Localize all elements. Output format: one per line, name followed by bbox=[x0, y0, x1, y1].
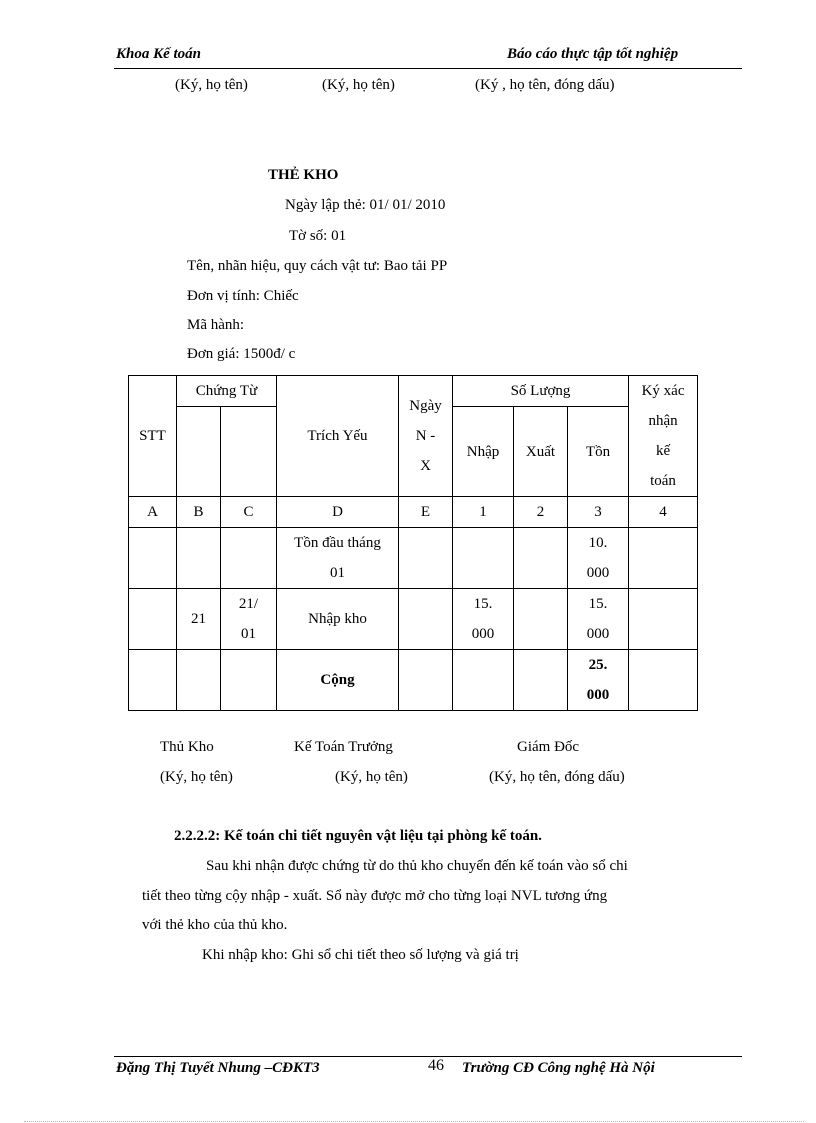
col-nhap: Nhập bbox=[453, 407, 514, 497]
page-number: 46 bbox=[428, 1057, 444, 1074]
top-signature-3: (Ký , họ tên, đóng dấu) bbox=[475, 77, 615, 93]
table-row: 21 21/ 01 Nhập kho 15. 000 15. 000 bbox=[129, 589, 698, 650]
sig-note-3: (Ký, họ tên, đóng dấu) bbox=[489, 769, 625, 785]
top-signature-1: (Ký, họ tên) bbox=[175, 77, 248, 93]
col-so-luong: Số Lượng bbox=[453, 376, 629, 407]
col-chung-tu: Chứng Từ bbox=[177, 376, 277, 407]
col-b-empty bbox=[177, 407, 221, 497]
col-stt: STT bbox=[129, 376, 177, 497]
para-line-2: tiết theo từng cộy nhập - xuất. Sổ này được mở cho từng loại NVL tương ứng bbox=[142, 888, 608, 904]
para-line-3: với thẻ kho của thủ kho. bbox=[142, 917, 288, 933]
stock-card-table bbox=[128, 375, 698, 711]
card-unit: Đơn vị tính: Chiếc bbox=[187, 288, 299, 304]
footer-author: Đặng Thị Tuyết Nhung –CĐKT3 bbox=[116, 1060, 320, 1076]
sig-note-1: (Ký, họ tên) bbox=[160, 769, 233, 785]
para-2: Khi nhập kho: Ghi sổ chi tiết theo số lượng và giá trị bbox=[202, 947, 519, 963]
col-ky-xac-nhan: Ký xác nhận kế toán bbox=[629, 376, 698, 497]
card-date: Ngày lập thẻ: 01/ 01/ 2010 bbox=[285, 197, 446, 213]
sig-title-giam-doc: Giám Đốc bbox=[517, 739, 580, 755]
total-label: Cộng bbox=[277, 650, 399, 711]
card-material: Tên, nhãn hiệu, quy cách vật tư: Bao tải PP bbox=[187, 258, 448, 274]
sig-title-thu-kho: Thủ Kho bbox=[160, 739, 214, 755]
col-ngay: Ngày N - X bbox=[399, 376, 453, 497]
card-sheet-no: Tờ số: 01 bbox=[289, 228, 347, 244]
code-row: A B C D E 1 2 3 4 bbox=[129, 497, 698, 528]
table-row: Tồn đầu tháng 01 10. 000 bbox=[129, 528, 698, 589]
para-line-1: Sau khi nhận được chứng từ do thủ kho chuyển đến kế toán vào sổ chi bbox=[206, 858, 628, 874]
card-code: Mã hành: bbox=[187, 317, 245, 333]
total-ton: 25. 000 bbox=[568, 650, 629, 711]
header-rule bbox=[114, 68, 742, 69]
header-right: Báo cáo thực tập tốt nghiệp bbox=[507, 46, 679, 62]
card-title: THẺ KHO bbox=[268, 167, 339, 183]
footer-school: Trường CĐ Công nghệ Hà Nội bbox=[462, 1060, 655, 1076]
section-heading: 2.2.2.2: Kế toán chi tiết nguyên vật liệu tại phòng kế toán. bbox=[174, 828, 542, 844]
header-row-1 bbox=[129, 376, 698, 407]
col-xuat: Xuất bbox=[514, 407, 568, 497]
col-c-empty bbox=[221, 407, 277, 497]
sig-title-ke-toan-truong: Kế Toán Trưởng bbox=[294, 739, 393, 755]
col-ton: Tồn bbox=[568, 407, 629, 497]
header-left: Khoa Kế toán bbox=[116, 46, 202, 62]
top-signature-2: (Ký, họ tên) bbox=[322, 77, 395, 93]
page-edge bbox=[24, 1121, 804, 1122]
card-price: Đơn giá: 1500đ/ c bbox=[187, 346, 296, 362]
sig-note-2: (Ký, họ tên) bbox=[335, 769, 408, 785]
total-row bbox=[129, 650, 698, 711]
col-trich-yeu: Trích Yếu bbox=[277, 376, 399, 497]
